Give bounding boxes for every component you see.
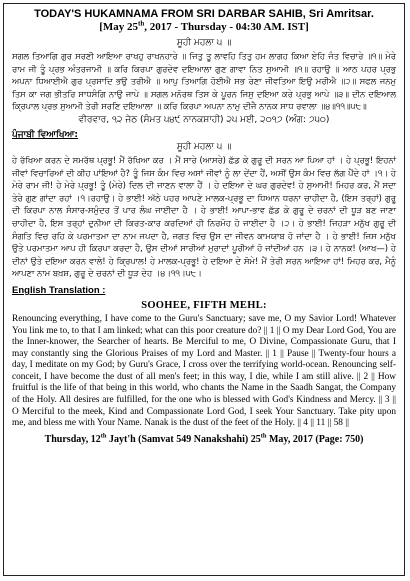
punjabi-vyakhya: ਹੇ ਰੱਖਿਆ ਕਰਨ ਦੇ ਸਮਰੱਥ ਪ੍ਰਭੂ! ਮੈਂ ਰੱਖਿਆ ਕਰ । ਮੈਂ ਸਾਰੇ (ਆਸਰੇ) ਛੱਡ ਕੇ ਗੁਰੂ ਦੀ ਸਰਨ ਆ ਪਿਆ ਹਾਂ । ਹੇ ਪ੍ਰਭੂ! ਇਹਨਾਂ ਜੀਵਾਂ ਵਿਚਾਰਿਆਂ ਦੀ ਕੀਹ ਪਾਂਇਆਂ ਹੈ? ਤੂੰ ਜਿਸ ਕੰਮ ਵਿਚ ਅਸਾਂ ਜੀਵਾਂ ਨੂੰ ਲਾ ਦੇਂਦਾ ਹੈਂ, ਅਸੀਂ ਉਸ ਕੰਮ ਵਿਚ ਲੱਗ ਪੈਂਦੇ ਹਾਂ ।੧। ਹੇ ਮੇਰੇ ਰਾਮ ਜੀ! ਹੇ ਮੇਰੇ ਪ੍ਰਭੂ! ਤੂੰ (ਮੇਰੇ) ਦਿਲ ਦੀ ਜਾਣਨ ਵਾਲਾ ਹੈਂ । ਹੇ ਦਇਆ ਦੇ ਘਰ ਗੁਰਦੇਵ! ਹੇ ਸੁਆਮੀ! ਮਿਹਰ ਕਰ, ਮੈਂ ਸਦਾ ਤੇਰੇ ਗੁਣ ਗਾਂਦਾ ਰਹਾਂ ।੧।ਰਹਾਉ। ਹੇ ਭਾਈ! ਅੱਠੇ ਪਹਰ ਆਪਣੇ ਮਾਲਕ-ਪ੍ਰਭੂ ਦਾ ਧਿਆਨ ਧਰਨਾ ਚਾਹੀਦਾ ਹੈ, (ਇਸ ਤਰ੍ਹਾਂ) ਗੁਰੂ ਦੀ ਕਿਰਪਾ ਨਾਲ ਸੰਸਾਰ-ਸਮੁੰਦਰ ਤੋਂ ਪਾਰ ਲੰਘ ਜਾਈਦਾ ਹੈ । ਹੇ ਭਾਈ! ਆਪਾ-ਭਾਵ ਛੱਡ ਕੇ ਗੁਰੂ ਦੇ ਚਰਨਾਂ ਦੀ ਧੂੜ ਬਣ ਜਾਣਾ ਚਾਹੀਦਾ ਹੈ, ਇਸ ਤਰ੍ਹਾਂ ਦੁਨੀਆ ਦੀ ਕਿਰਤ-ਕਾਰ ਕਰਦਿਆਂ ਹੀ ਨਿਰਮੋਹ ਹੋ ਜਾਈਦਾ ਹੈ ।੨। ਹੇ ਭਾਈ! ਜਿਹੜਾ ਮਨੁੱਖ ਗੁਰੂ ਦੀ ਸੰਗਤਿ ਵਿਚ ਰਹਿ ਕੇ ਪਰਮਾਤਮਾ ਦਾ ਨਾਮ ਜਪਦਾ ਹੈ, ਜਗਤ ਵਿਚ ਉਸ ਦਾ ਜੀਵਨ ਕਾਮਯਾਬ ਹੋ ਜਾਂਦਾ ਹੈ । ਹੇ ਭਾਈ! ਜਿਸ ਮਨੁੱਖ ਉਤੇ ਪਰਮਾਤਮਾ ਆਪ ਹੀ ਕਿਰਪਾ ਕਰਦਾ ਹੈ, ਉਸ ਦੀਆਂ ਸਾਰੀਆਂ ਮੁਰਾਦਾਂ ਪੂਰੀਆਂ ਹੋ ਜਾਂਦੀਆਂ ਹਨ ।੩। ਹੇ ਨਾਨਕ! (ਆਖ—) ਹੇ ਦੀਨਾਂ ਉਤੇ ਦਇਆ ਕਰਨ ਵਾਲੇ! ਹੇ ਕ੍ਰਿਪਾਲ! ਹੇ ਮਾਲਕ-ਪ੍ਰਭੂ! ਹੇ ਦਇਆ ਦੇ ਸੋਮੇ! ਮੈਂ ਤੇਰੀ ਸਰਨ ਆਇਆ ਹਾਂ! ਮਿਹਰ ਕਰ, ਮੈਨੂੰ ਆਪਣਾ ਨਾਮ ਬਖ਼ਸ਼, ਗੁਰੂ ਦੇ ਚਰਨਾਂ ਦੀ ਧੂੜ ਦੇਹ ।੪।੧੧।੫੮। [12, 154, 396, 279]
english-translation: Renouncing everything, I have come to the Guru's Sanctuary; save me, O my Savior Lord! Whatever You link me to, to that I am linked; what can this poor creature do? || 1 || O my Dear Lord God, You are the Inner-knower, the Searcher of hearts. Be Merciful to me, O Divine, Compassionate Guru, that I may constantly sing the Glorious Praises of my Lord and Master. || 1 || Pause || Twenty-four hours a day, I meditate on my God; by Guru's Grace, I cross over the terrifying world-ocean. Renouncing self-conceit, I have become the dust of all men's feet; in this way, I die, while I am still alive. || 2 || How fruitful is the life of that being in this world, who chants the Name in the Saadh Sangat, the Company of the Holy. All desires are fulfilled, for the one who is blessed with God's Kindness and Mercy. || 3 || O Merciful to the meek, Kind and Compassionate Lord God, I seek Your Sanctuary. Take pity upon me, and bless me with Your Name. Nanak is the dust of the feet of the Holy. || 4 || 11 || 58 || [12, 313, 396, 429]
footer-date [12, 433, 396, 446]
page-title: TODAY'S HUKAMNAMA FROM SRI DARBAR SAHIB, Sri Amritsar. [34, 8, 374, 20]
raag-heading: ਸੂਹੀ ਮਹਲਾ ੫ ॥ [176, 38, 232, 48]
header-date [12, 21, 396, 34]
header-date-prefix: [May 25 [99, 21, 139, 33]
footer-date-sup: th [260, 432, 267, 440]
gurmukhi-date-line: ਵੀਰਵਾਰ, ੧੨ ਜੇਠ (ਸੰਮਤ ੫੪੯ ਨਾਨਕਸ਼ਾਹੀ) ੨੫ ਮਈ, ੨੦੧੭ (ਅੰਗ: ੭੫੦) [78, 114, 330, 125]
footer-day: Thursday, 12 [44, 433, 101, 445]
english-heading: SOOHEE, FIFTH MEHL: [141, 299, 267, 311]
vyakhya-heading: ਸੂਹੀ ਮਹਲਾ ੫ ॥ [176, 141, 232, 152]
shabad-gurmukhi: ਸਗਲ ਤਿਆਗਿ ਗੁਰ ਸਰਣੀ ਆਇਆ ਰਾਖਹੁ ਰਾਖਨਹਾਰੇ ॥ ਜਿਤੁ ਤੂ ਲਾਵਹਿ ਤਿਤੁ ਹਮ ਲਾਗਹ ਕਿਆ ਏਹਿ ਜੰਤ ਵਿਚਾਰੇ ॥੧॥ ਮੇਰੇ ਰਾਮ ਜੀ ਤੂੰ ਪ੍ਰਭ ਅੰਤਰਜਾਮੀ ॥ ਕਰਿ ਕਿਰਪਾ ਗੁਰਦੇਵ ਦਇਆਲਾ ਗੁਣ ਗਾਵਾ ਨਿਤ ਸੁਆਮੀ ॥੧॥ ਰਹਾਉ ॥ ਆਠ ਪਹਰ ਪ੍ਰਭੁ ਅਪਨਾ ਧਿਆਈਐ ਗੁਰ ਪ੍ਰਸਾਦਿ ਭਉ ਤਰੀਐ ॥ ਆਪੁ ਤਿਆਗਿ ਹੋਈਐ ਸਭ ਰੇਣਾ ਜੀਵਤਿਆ ਇਉ ਮਰੀਐ ॥੨॥ ਸਫਲ ਜਨਮੁ ਤਿਸ ਕਾ ਜਗ ਭੀਤਰਿ ਸਾਧਸੰਗਿ ਨਾਉ ਜਾਪੇ ॥ ਸਗਲ ਮਨੋਰਥ ਤਿਸ ਕੇ ਪੂਰਨ ਜਿਸੁ ਦਇਆ ਕਰੇ ਪ੍ਰਭੁ ਆਪੇ ॥੩॥ ਦੀਨ ਦਇਆਲ ਕ੍ਰਿਪਾਲ ਪ੍ਰਭ ਸੁਆਮੀ ਤੇਰੀ ਸਰਣਿ ਦਇਆਲਾ ॥ ਕਰਿ ਕਿਰਪਾ ਅਪਨਾ ਨਾਮੁ ਦੀਜੈ ਨਾਨਕ ਸਾਧ ਰਵਾਲਾ ॥੪॥੧੧॥੫੮॥ [12, 51, 396, 112]
header-date-suffix: , 2017 - Thursday - 04:30 AM. IST] [144, 21, 309, 33]
footer-month: Jayt'h (Samvat 549 Nanakshahi) 25 [106, 433, 261, 445]
header-date-sup: th [138, 19, 145, 28]
english-translation-label: English Translation : [12, 284, 106, 296]
hukamnama-page [3, 3, 405, 576]
punjabi-vyakhya-label: ਪੰਜਾਬੀ ਵਿਆਖਿਆ: [12, 129, 79, 140]
footer-day-sup: th [100, 432, 107, 440]
footer-tail: May, 2017 (Page: 750) [266, 433, 364, 445]
